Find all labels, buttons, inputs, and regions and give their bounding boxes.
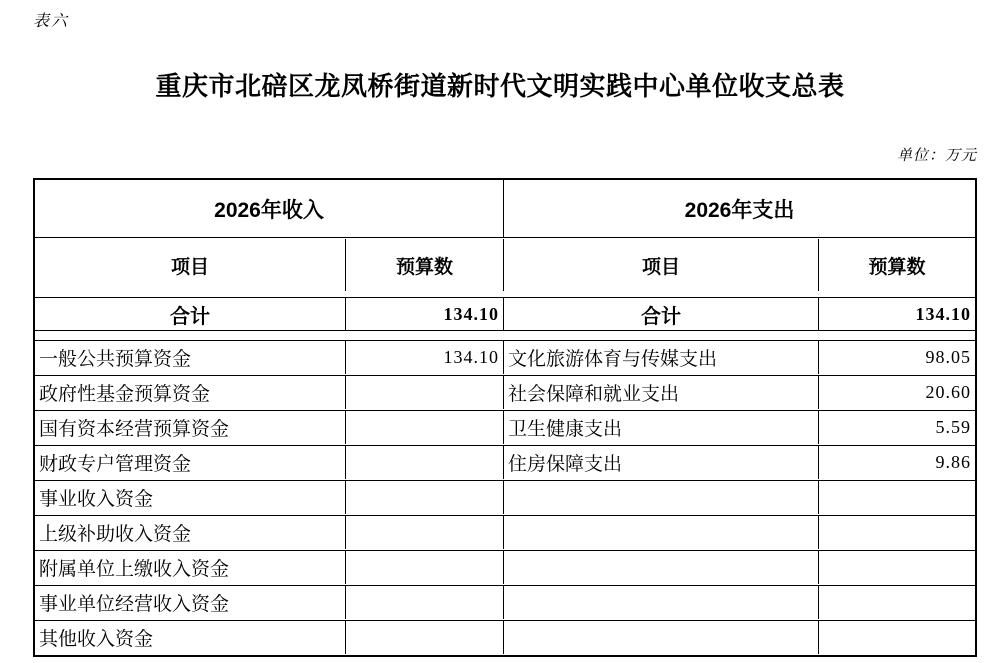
expense-item: 卫生健康支出 xyxy=(503,410,818,444)
expense-item-header: 项目 xyxy=(503,239,818,291)
income-budget-header: 预算数 xyxy=(345,239,503,291)
expense-item xyxy=(503,550,818,584)
table-row xyxy=(35,375,975,410)
total-row xyxy=(35,297,975,333)
expense-value xyxy=(818,585,975,619)
income-item: 上级补助收入资金 xyxy=(35,515,345,549)
income-value xyxy=(345,445,503,479)
income-value xyxy=(345,550,503,584)
expense-total-label: 合计 xyxy=(503,297,818,331)
income-item-header: 项目 xyxy=(170,256,209,278)
expense-item: 社会保障和就业支出 xyxy=(503,375,818,409)
table-row xyxy=(35,585,975,620)
income-value xyxy=(345,515,503,549)
income-value xyxy=(345,375,503,409)
expense-value: 9.86 xyxy=(818,445,975,479)
income-group-header: 2026年收入 xyxy=(35,180,503,238)
table-row xyxy=(35,340,975,375)
sheet-label: 表六 xyxy=(33,11,70,30)
expense-group-header: 2026年支出 xyxy=(503,180,975,238)
page-title: 重庆市北碚区龙凤桥街道新时代文明实践中心单位收支总表 xyxy=(155,72,845,101)
income-total-label: 合计 xyxy=(35,297,345,331)
expense-value xyxy=(818,480,975,514)
expense-budget-header: 预算数 xyxy=(818,239,975,291)
expense-item: 住房保障支出 xyxy=(503,445,818,479)
income-item: 事业单位经营收入资金 xyxy=(35,585,345,619)
expense-value xyxy=(818,515,975,549)
table-row xyxy=(35,550,975,585)
table-row xyxy=(35,410,975,445)
table-group-header-row xyxy=(35,180,975,239)
budget-summary-table xyxy=(33,178,977,657)
expense-value: 20.60 xyxy=(818,375,975,409)
income-value: 134.10 xyxy=(345,340,503,374)
expense-item xyxy=(503,585,818,619)
income-item: 财政专户管理资金 xyxy=(35,445,345,479)
table-row xyxy=(35,480,975,515)
expense-value xyxy=(818,550,975,584)
income-value xyxy=(345,620,503,654)
unit-note: 单位：万元 xyxy=(896,146,977,164)
income-item: 事业收入资金 xyxy=(35,480,345,514)
table-row xyxy=(35,445,975,480)
income-value xyxy=(345,480,503,514)
table-row xyxy=(35,515,975,550)
expense-item xyxy=(503,515,818,549)
expense-value: 5.59 xyxy=(818,410,975,444)
income-value xyxy=(345,410,503,444)
income-item: 其他收入资金 xyxy=(35,620,345,654)
table-column-header-row xyxy=(35,239,975,291)
table-row xyxy=(35,620,975,655)
income-item: 国有资本经营预算资金 xyxy=(35,410,345,444)
expense-value xyxy=(818,620,975,654)
expense-value: 98.05 xyxy=(818,340,975,374)
income-total-value: 134.10 xyxy=(345,297,503,331)
expense-item xyxy=(503,480,818,514)
income-value xyxy=(345,585,503,619)
expense-item: 文化旅游体育与传媒支出 xyxy=(503,340,818,374)
income-item: 政府性基金预算资金 xyxy=(35,375,345,409)
income-item: 附属单位上缴收入资金 xyxy=(35,550,345,584)
expense-item xyxy=(503,620,818,654)
expense-total-value: 134.10 xyxy=(818,297,975,331)
income-item: 一般公共预算资金 xyxy=(35,340,345,374)
